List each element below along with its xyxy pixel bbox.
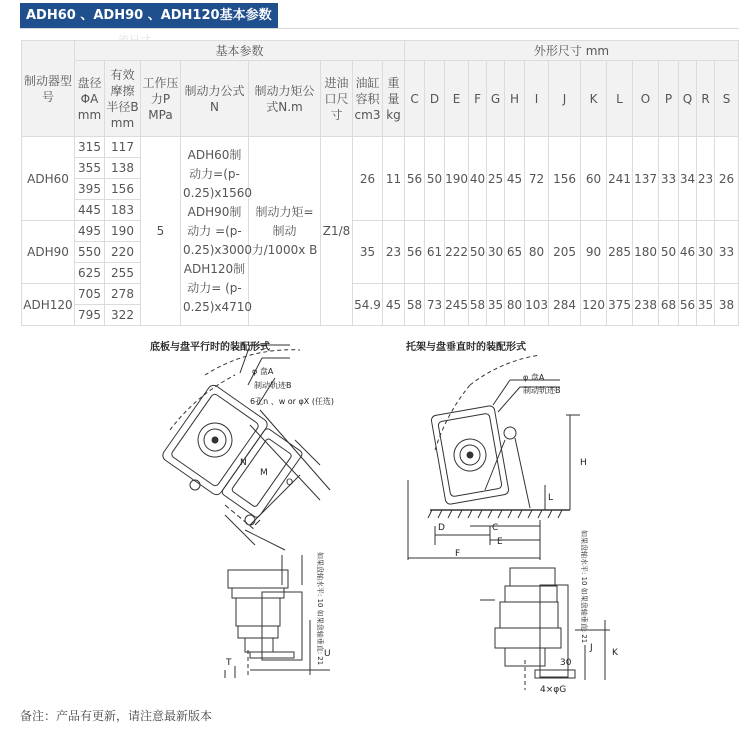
header-dim: F: [469, 61, 487, 137]
oil-volume: 26: [353, 137, 383, 221]
dim-value: 26: [715, 137, 739, 221]
label-track-b-right: 制动轨迹B: [523, 386, 561, 395]
dim-value: 156: [549, 137, 581, 221]
label-h: H: [580, 458, 587, 468]
dim-value: 25: [487, 137, 505, 221]
header-force: 制动力公式N: [181, 61, 249, 137]
dim-value: 50: [469, 221, 487, 284]
model-name: ADH90: [22, 221, 75, 284]
header-dim: D: [425, 61, 445, 137]
disc-dia: 395: [75, 179, 105, 200]
label-n: N: [240, 458, 247, 468]
label-disc-a-right: φ 盘A: [523, 373, 545, 382]
friction-radius: 156: [105, 179, 141, 200]
oil-volume: 54.9: [353, 284, 383, 326]
label-t: T: [226, 658, 232, 668]
dim-value: 180: [633, 221, 659, 284]
disc-dia: 355: [75, 158, 105, 179]
header-torque: 制动力矩公式N.m: [249, 61, 321, 137]
dim-value: 60: [581, 137, 607, 221]
header-dim: G: [487, 61, 505, 137]
disc-dia: 445: [75, 200, 105, 221]
dim-value: 58: [469, 284, 487, 326]
label-m: M: [260, 468, 268, 478]
friction-radius: 278: [105, 284, 141, 305]
dim-value: 72: [525, 137, 549, 221]
dim-value: 65: [505, 221, 525, 284]
header-dim: S: [715, 61, 739, 137]
dim-value: 58: [405, 284, 425, 326]
label-d: D: [438, 523, 445, 533]
dim-value: 245: [445, 284, 469, 326]
header-dim: K: [581, 61, 607, 137]
dim-value: 80: [505, 284, 525, 326]
right-drawing-title: 托架与盘垂直时的装配形式: [406, 342, 526, 353]
pressure-value: 5: [141, 137, 181, 326]
dim-value: 137: [633, 137, 659, 221]
dim-value: 73: [425, 284, 445, 326]
torque-formula: 制动力矩=制动力/1000x B: [249, 137, 321, 326]
label-holes: 6孔n 、w or φX (任选): [250, 397, 335, 406]
dim-value: 35: [697, 284, 715, 326]
label-gap-right: [580, 530, 589, 643]
friction-radius: 117: [105, 137, 141, 158]
dim-value: 45: [505, 137, 525, 221]
dim-value: 61: [425, 221, 445, 284]
dim-value: 38: [715, 284, 739, 326]
dim-value: 30: [487, 221, 505, 284]
dim-value: 285: [607, 221, 633, 284]
dim-value: 90: [581, 221, 607, 284]
disc-dia: 495: [75, 221, 105, 242]
dim-value: 222: [445, 221, 469, 284]
header-port: 进油口尺寸: [321, 61, 353, 137]
dim-value: 46: [679, 221, 697, 284]
header-dim: L: [607, 61, 633, 137]
dim-value: 80: [525, 221, 549, 284]
svg-text:如果盘轴水平: 10 如果盘轴垂直: 21: 如果盘轴水平: 10 如果盘轴垂直: 21: [316, 552, 324, 666]
left-drawing-title: 底板与盘平行时的装配形式: [150, 342, 270, 353]
disc-dia: 625: [75, 263, 105, 284]
svg-text:如果盘轴水平: 10 如果盘轴垂直: 21: 如果盘轴水平: 10 如果盘轴垂直: 21: [580, 530, 588, 644]
header-dim: O: [633, 61, 659, 137]
port-value: Z1/8: [321, 137, 353, 326]
header-group-dims: 外形尺寸 mm: [405, 41, 739, 61]
header-dim: Q: [679, 61, 697, 137]
section-title-bar: [20, 3, 739, 29]
right-side-view: [480, 568, 610, 690]
dim-value: 103: [525, 284, 549, 326]
label-o: O: [286, 478, 294, 488]
weight: 23: [383, 221, 405, 284]
header-model: 制动器型号: [22, 41, 75, 137]
weight: 11: [383, 137, 405, 221]
spec-table: [21, 40, 739, 326]
assembly-drawings: [0, 330, 745, 705]
friction-radius: 183: [105, 200, 141, 221]
dim-value: 33: [659, 137, 679, 221]
header-dim: C: [405, 61, 425, 137]
header-pressure: 工作压力P MPa: [141, 61, 181, 137]
model-name: ADH120: [22, 284, 75, 326]
dim-value: 68: [659, 284, 679, 326]
dim-value: 56: [679, 284, 697, 326]
model-name: ADH60: [22, 137, 75, 221]
oil-volume: 35: [353, 221, 383, 284]
label-f: F: [455, 549, 461, 559]
dim-value: 56: [405, 137, 425, 221]
dim-value: 35: [487, 284, 505, 326]
dim-value: 30: [697, 221, 715, 284]
section-title: ADH60 、ADH90 、ADH120基本参数: [20, 3, 278, 28]
label-e: E: [497, 537, 503, 547]
dim-value: 284: [549, 284, 581, 326]
dim-value: 190: [445, 137, 469, 221]
label-4g: 4×φG: [540, 685, 567, 695]
dim-value: 34: [679, 137, 697, 221]
left-drawing: [161, 345, 330, 550]
label-track-b: 制动轨迹B: [254, 381, 292, 390]
friction-radius: 220: [105, 242, 141, 263]
header-dia: 盘径ΦA mm: [75, 61, 105, 137]
footer-note: 备注：产品有更新，请注意最新版本: [20, 709, 213, 723]
header-dim: J: [549, 61, 581, 137]
dim-value: 50: [425, 137, 445, 221]
header-dim: P: [659, 61, 679, 137]
label-j: J: [590, 643, 593, 653]
header-weight: 重量kg: [383, 61, 405, 137]
friction-radius: 255: [105, 263, 141, 284]
header-group-basic: 基本参数: [75, 41, 405, 61]
header-dim: E: [445, 61, 469, 137]
dim-value: 205: [549, 221, 581, 284]
header-radius: 有效摩擦半径B mm: [105, 61, 141, 137]
label-l: L: [548, 493, 554, 503]
friction-radius: 138: [105, 158, 141, 179]
header-dim: H: [505, 61, 525, 137]
dim-value: 23: [697, 137, 715, 221]
force-formula: ADH60制动力=(p-0.25)x1560 ADH90制动力 =(p-0.25)x3000 ADH120制动力= (p-0.25)x4710: [181, 137, 249, 326]
label-disc-a: φ 盘A: [252, 367, 274, 376]
friction-radius: 322: [105, 305, 141, 326]
disc-dia: 705: [75, 284, 105, 305]
dim-value: 40: [469, 137, 487, 221]
label-c: C: [492, 523, 499, 533]
dim-value: 120: [581, 284, 607, 326]
dim-value: 375: [607, 284, 633, 326]
dim-value: 241: [607, 137, 633, 221]
dim-value: 33: [715, 221, 739, 284]
header-dim: I: [525, 61, 549, 137]
left-side-view: [225, 555, 330, 678]
weight: 45: [383, 284, 405, 326]
label-30: 30: [560, 658, 572, 668]
label-u: U: [324, 649, 331, 659]
disc-dia: 550: [75, 242, 105, 263]
disc-dia: 315: [75, 137, 105, 158]
disc-dia: 795: [75, 305, 105, 326]
dim-value: 56: [405, 221, 425, 284]
header-oil: 油缸容积cm3: [353, 61, 383, 137]
header-dim: R: [697, 61, 715, 137]
dim-value: 238: [633, 284, 659, 326]
friction-radius: 190: [105, 221, 141, 242]
label-k: K: [612, 648, 618, 658]
dim-value: 50: [659, 221, 679, 284]
